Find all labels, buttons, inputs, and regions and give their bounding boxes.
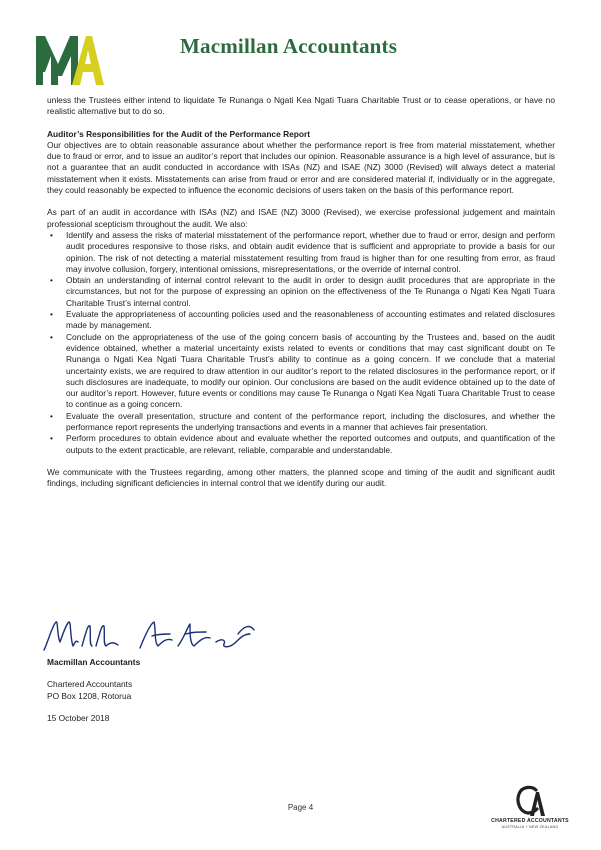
list-item <box>47 275 555 309</box>
bullet-icon: • <box>50 331 53 342</box>
bullet-icon: • <box>50 229 53 240</box>
bullet-icon: • <box>50 410 53 421</box>
list-item-text: Perform procedures to obtain evidence about and evaluate whether the reported outcomes and outputs, and quantification of the outputs to the extent practicable, are relevant, reliable, comparable and understandable. <box>66 433 555 455</box>
list-item-text: Evaluate the overall presentation, structure and content of the performance report, including the disclosures, and whether the performance report represents the underlying transactions and events in a manner that achieves fair presentation. <box>66 410 555 433</box>
bullet-icon: • <box>50 309 53 320</box>
report-content <box>47 95 555 490</box>
list-item-text: Evaluate the appropriateness of accounting policies used and the reasonableness of accounting estimates and related disclosures made by management. <box>66 309 555 331</box>
bullet-icon: • <box>50 275 53 286</box>
page-number: Page 4 <box>287 803 314 812</box>
list-item-text: Obtain an understanding of internal control relevant to the audit in order to design audit procedures that are appropriate in the circumstances, but not for the purpose of expressing an opinion on the effectiveness of the Te Runanga o Ngati Kea Ngati Tuara Charitable Trust’s internal control. <box>66 275 555 308</box>
ma-monogram-icon <box>34 30 104 86</box>
signatory-designation: Chartered Accountants <box>47 679 133 690</box>
firm-name: Macmillan Accountants <box>180 34 398 58</box>
list-item-text: Identify and assess the risks of material misstatement of the performance report, whether due to fraud or error, design and perform audit procedures responsive to those risks, and obtain audit evidence that is sufficient and appropriate to provide a basis for our opinion. The risk of not detecting a material misstatement resulting from fraud is higher than for one resulting from error, as fraud may involve collusion, forgery, intentional omissions, misrepresentations, or the override of internal control. <box>66 229 555 274</box>
ca-logo-title: CHARTERED ACCOUNTANTS <box>491 818 569 824</box>
list-item <box>47 332 555 411</box>
bullet-icon: • <box>50 433 53 444</box>
ca-logo-subtitle: AUSTRALIA + NEW ZEALAND <box>501 825 559 829</box>
judgement-paragraph: As part of an audit in accordance with ISAs (NZ) and ISAE (NZ) 3000 (Revised), we exercise professional judgement and maintain professional scepticism throughout the audit. We also: <box>47 207 555 229</box>
objectives-paragraph: Our objectives are to obtain reasonable assurance about whether the performance report is free from material misstatement, whether due to fraud or error, and to issue an auditor’s report that includes our opinion. Reasonable assurance is a high level of assurance, but is not a guarantee that an audit conducted in accordance with ISAs (NZ) and ISAE (NZ) 3000 (Revised) will always detect a material misstatement when it exists. Misstatements can arise from fraud or error and are considered material if, individually or in the aggregate, they could reasonably be expected to influence the economic decisions of users taken on the basis of this performance report. <box>47 139 555 196</box>
list-item <box>47 411 555 434</box>
chartered-accountants-logo <box>488 784 572 832</box>
list-item-text: Conclude on the appropriateness of the use of the going concern basis of accounting by the Trustees and, based on the audit evidence obtained, whether a material uncertainty exists related to events or conditions that may cast significant doubt on Te Runanga o Ngati Kea Ngati Tuara Charitable Trust’s ability to continue as a going concern. If we conclude that a material uncertainty exists, we are required to draw attention in our auditor’s report to the related disclosures in the performance report, or if such disclosures are inadequate, to modify our opinion. Our conclusions are based on the audit evidence obtained up to the date of our auditor’s report. However, future events or conditions may cause Te Runanga o Ngati Kea Ngati Tuara Charitable Trust to cease to continue as a going concern. <box>66 331 555 410</box>
ca-monogram-icon <box>514 784 546 818</box>
closing-paragraph: We communicate with the Trustees regarding, among other matters, the planned scope and timing of the audit and significant audit findings, including significant deficiencies in internal control that we identify during our audit. <box>47 466 555 489</box>
responsibility-list <box>47 230 555 456</box>
signatory-address: PO Box 1208, Rotorua <box>47 690 132 701</box>
list-item <box>47 309 555 332</box>
signature-block <box>47 657 140 724</box>
handwritten-signature <box>40 612 270 658</box>
signature-icon <box>40 612 270 658</box>
intro-continuation: unless the Trustees either intend to liquidate Te Runanga o Ngati Kea Ngati Tuara Charitable Trust or to cease operations, or have no realistic alternative but to do so. <box>47 95 555 117</box>
report-date: 15 October 2018 <box>47 712 110 723</box>
firm-logo-mark <box>34 30 104 86</box>
section-heading: Auditor’s Responsibilities for the Audit of the Performance Report <box>47 128 311 139</box>
list-item <box>47 433 555 456</box>
signatory-firm: Macmillan Accountants <box>47 657 141 667</box>
list-item <box>47 230 555 275</box>
